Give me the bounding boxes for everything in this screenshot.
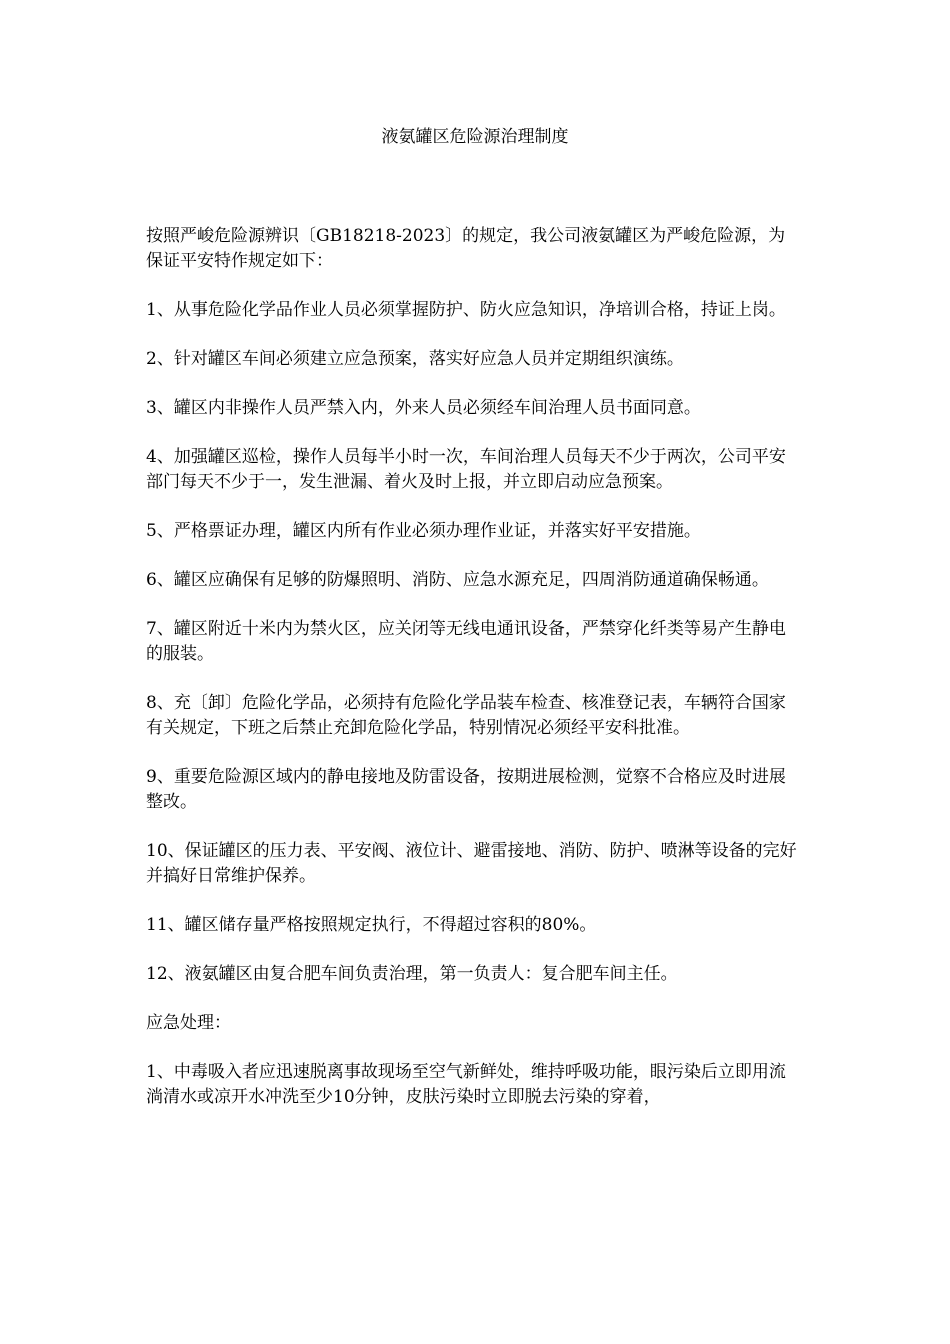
rule-item-3: 3、罐区内非操作人员严禁入内，外来人员必须经车间治理人员书面同意。 bbox=[146, 398, 701, 418]
rule-item-7: 7、罐区附近十米内为禁火区，应关闭等无线电通讯设备，严禁穿化纤类等易产生静电的服装。 bbox=[146, 619, 786, 664]
rule-item-4: 4、加强罐区巡检，操作人员每半小时一次，车间治理人员每天不少于两次，公司平安部门每天不少于一，发生泄漏、着火及时上报，并立即启动应急预案。 bbox=[146, 447, 786, 492]
rule-item-2: 2、针对罐区车间必须建立应急预案，落实好应急人员并定期组织演练。 bbox=[146, 349, 684, 369]
rule-item-1: 1、从事危险化学品作业人员必须掌握防护、防火应急知识，净培训合格，持证上岗。 bbox=[146, 300, 786, 320]
rule-item-9: 9、重要危险源区域内的静电接地及防雷设备，按期进展检测，觉察不合格应及时进展整改。 bbox=[146, 767, 786, 812]
rule-item-10: 10、保证罐区的压力表、平安阀、液位计、避雷接地、消防、防护、喷淋等设备的完好并搞好日常维护保养。 bbox=[146, 841, 797, 886]
document-title: 液氨罐区危险源治理制度 bbox=[381, 127, 569, 147]
rule-item-6: 6、罐区应确保有足够的防爆照明、消防、应急水源充足，四周消防通道确保畅通。 bbox=[146, 570, 769, 590]
rule-item-8: 8、充〔卸〕危险化学品，必须持有危险化学品装车检查、核准登记表，车辆符合国家有关规定，下班之后禁止充卸危险化学品，特别情况必须经平安科批准。 bbox=[146, 693, 786, 738]
rule-item-11: 11、罐区储存量严格按照规定执行，不得超过容积的80%。 bbox=[146, 915, 597, 935]
rule-item-12: 12、液氨罐区由复合肥车间负责治理，第一负责人：复合肥车间主任。 bbox=[146, 964, 678, 984]
emergency-item-1: 1、中毒吸入者应迅速脱离事故现场至空气新鲜处，维持呼吸功能，眼污染后立即用流淌清水或凉开水冲洗至少10分钟，皮肤污染时立即脱去污染的穿着， bbox=[146, 1062, 786, 1107]
emergency-heading: 应急处理： bbox=[146, 1013, 231, 1033]
rule-item-5: 5、严格票证办理，罐区内所有作业必须办理作业证，并落实好平安措施。 bbox=[146, 521, 701, 541]
intro-paragraph: 按照严峻危险源辨识〔GB18218-2023〕的规定，我公司液氨罐区为严峻危险源，为保证平安特作规定如下： bbox=[146, 226, 786, 271]
document-body bbox=[146, 224, 802, 1134]
